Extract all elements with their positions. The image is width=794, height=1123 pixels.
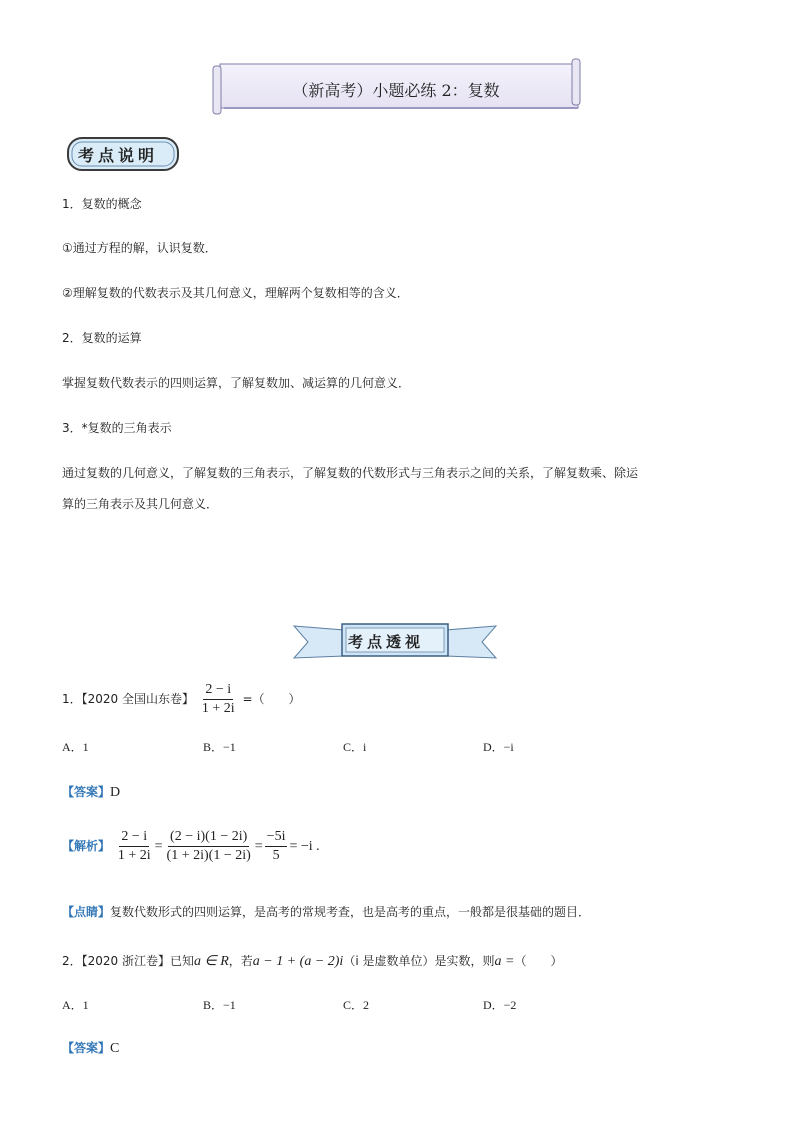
sol-f3-num: −5i: [265, 828, 288, 847]
q2-paren: （i 是虚数单位）是实数，则: [343, 954, 495, 968]
q1-sol-frac-1: [116, 828, 153, 865]
q1-prefix: 1．【2020 全国山东卷】: [62, 692, 194, 706]
q2-option-a: A．1: [62, 998, 89, 1012]
q1-answer-value: D: [110, 785, 121, 800]
q1-comment-text: 复数代数形式的四则运算，是高考的常规考查，也是高考的重点，一般都是很基础的题目．: [110, 905, 591, 919]
q1-frac-num: 2 − i: [203, 681, 233, 700]
q1-analysis-tag: 【解析】: [62, 839, 111, 853]
q2-expression: a − 1 + (a − 2)i: [252, 954, 344, 969]
q2-answer: [62, 1040, 119, 1057]
intro-line-3: ②理解复数的代数表示及其几何意义，理解两个复数相等的含义．: [62, 286, 409, 300]
sol-eq-2: =: [254, 839, 263, 854]
sol-eq-1: =: [154, 839, 163, 854]
q1-comment: [62, 904, 590, 920]
q1-answer-tag: 【答案】: [62, 785, 111, 799]
sol-f2-num: (2 − i)(1 − 2i): [168, 828, 249, 847]
q2-prefix: 2．【2020 浙江卷】已知: [62, 954, 194, 968]
question-2: [62, 953, 562, 970]
q1-option-d: D．−i: [483, 740, 514, 754]
sol-f1-num: 2 − i: [119, 828, 149, 847]
q1-suffix: =（ ）: [242, 692, 301, 706]
badge-analysis-label: 考点透视: [348, 633, 425, 651]
q1-sol-frac-2: [165, 828, 253, 865]
q1-sol-frac-3: [265, 828, 288, 865]
q2-suffix: （ ）: [514, 954, 563, 968]
page-title: （新高考）小题必练 2：复数: [292, 81, 500, 100]
q1-frac-den: 1 + 2i: [201, 701, 235, 716]
q2-option-b: B．−1: [203, 998, 236, 1012]
intro-line-4: 2．复数的运算: [62, 331, 142, 345]
q1-comment-tag: 【点睛】: [62, 905, 111, 919]
q1-option-a: A．1: [62, 740, 89, 754]
intro-line-2: ①通过方程的解，认识复数．: [62, 241, 217, 255]
intro-line-1: 1．复数的概念: [62, 197, 142, 211]
intro-line-5: 掌握复数代数表示的四则运算，了解复数加、减运算的几何意义．: [62, 376, 411, 390]
q1-option-c: C．i: [343, 740, 367, 754]
intro-line-8: 算的三角表示及其几何意义．: [62, 497, 219, 511]
q1-option-b: B．−1: [203, 740, 236, 754]
title-banner: [210, 58, 582, 116]
intro-line-6: 3．*复数的三角表示: [62, 421, 172, 435]
sol-end: = −i .: [289, 839, 320, 854]
section-badge-points: [66, 135, 181, 173]
q1-answer: [62, 784, 120, 801]
q2-answer-tag: 【答案】: [62, 1041, 111, 1055]
q2-option-d: D．−2: [483, 998, 517, 1012]
q2-mid: ，若: [228, 954, 253, 968]
sol-f1-den: 1 + 2i: [117, 848, 151, 863]
q2-answer-value: C: [110, 1041, 120, 1056]
q2-option-c: C．2: [343, 998, 370, 1012]
section-badge-analysis: [292, 622, 498, 662]
q1-analysis: [62, 826, 320, 867]
badge-points-label: 考点说明: [78, 146, 159, 165]
question-1: [62, 680, 301, 718]
sol-f2-den: (1 + 2i)(1 − 2i): [166, 848, 251, 863]
intro-line-7: 通过复数的几何意义，了解复数的三角表示，了解复数的代数形式与三角表示之间的关系，了解复数乘、除运: [62, 466, 639, 480]
q2-condition: a ∈ R: [194, 954, 229, 969]
q1-fraction: [200, 681, 237, 718]
sol-f3-den: 5: [272, 848, 280, 863]
q2-ask: a =: [494, 954, 515, 969]
